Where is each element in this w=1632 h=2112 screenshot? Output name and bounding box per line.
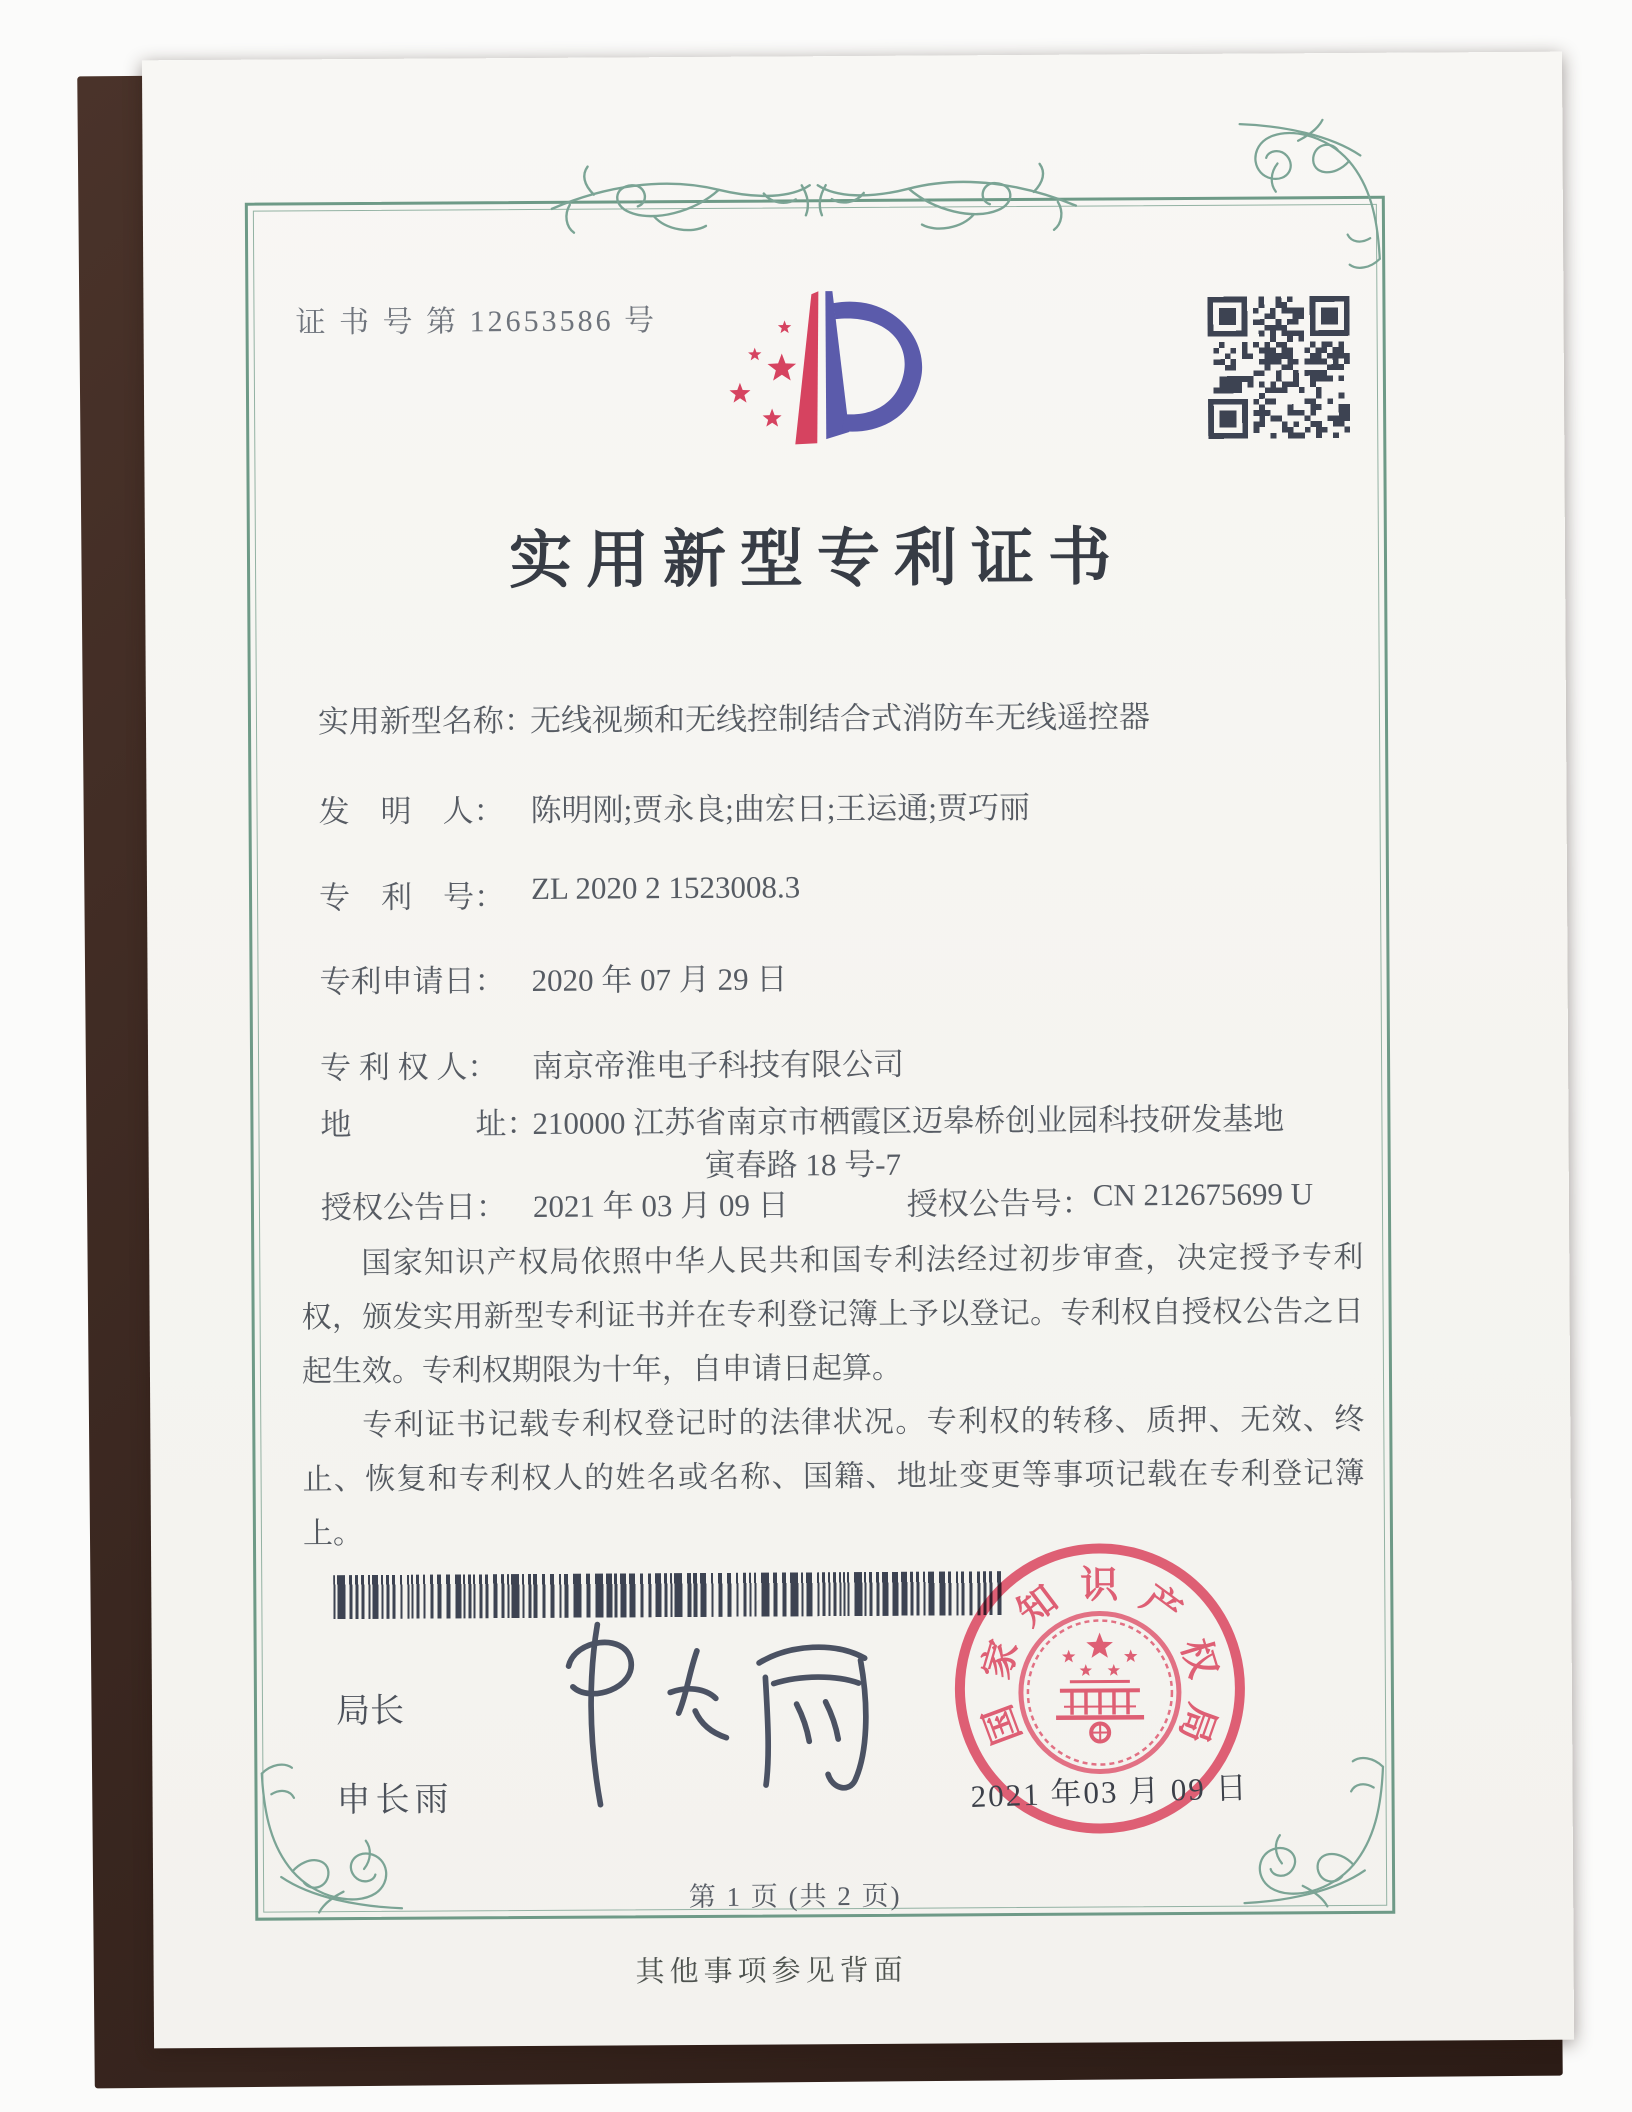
field-row-inventors bbox=[318, 782, 1030, 831]
legal-paragraph-2: 专利证书记载专利权登记时的法律状况。专利权的转移、质押、无效、终止、恢复和专利权人的姓名或名称、国籍、地址变更等事项记载在专利登记簿上。 bbox=[302, 1402, 1365, 1551]
field-label: 专 利 号： bbox=[318, 879, 506, 916]
back-note: 其他事项参见背面 bbox=[635, 1954, 908, 1989]
legal-paragraph-1: 国家知识产权局依照中华人民共和国专利法经过初步审查，决定授予专利权，颁发实用新型专利证书并在专利登记簿上予以登记。专利权自授权公告之日起生效。专利权期限为十年，自申请日起算。 bbox=[301, 1240, 1364, 1389]
officer-block bbox=[336, 1682, 454, 1821]
certificate-number: 证 书 号 第 12653586 号 bbox=[295, 304, 658, 340]
svg-text:知: 知 bbox=[1010, 1578, 1066, 1635]
field-label: 专利申请日： bbox=[319, 963, 506, 1000]
field-value: ZL 2020 2 1523008.3 bbox=[530, 869, 801, 906]
grant-no-label: 授权公告号： bbox=[906, 1185, 1093, 1222]
certificate-title: 实用新型专利证书 bbox=[508, 522, 1126, 597]
field-row-name bbox=[318, 691, 1150, 741]
page-number: 第 1 页 (共 2 页) bbox=[688, 1880, 902, 1913]
field-row-grant bbox=[321, 1176, 1313, 1227]
qr-code-icon bbox=[1207, 293, 1350, 442]
svg-text:权: 权 bbox=[1172, 1634, 1225, 1683]
grant-no-value: CN 212675699 U bbox=[1092, 1176, 1314, 1213]
field-value: 无线视频和无线控制结合式消防车无线遥控器 bbox=[529, 699, 1151, 738]
field-label: 地 址： bbox=[320, 1105, 538, 1143]
grant-date-label: 授权公告日： bbox=[320, 1189, 508, 1226]
field-label: 专 利 权 人： bbox=[319, 1049, 499, 1086]
grant-date-value: 2021 年 03 月 09 日 bbox=[532, 1187, 789, 1224]
certificate-paper bbox=[142, 52, 1574, 2049]
cnipa-logo-icon bbox=[691, 263, 952, 491]
svg-text:局: 局 bbox=[1170, 1698, 1224, 1749]
field-value: 陈明刚;贾永良;曲宏日;王运通;贾巧丽 bbox=[530, 789, 1031, 828]
field-value-address-line2: 寅春路 18 号-7 bbox=[704, 1146, 902, 1183]
field-value: 南京帝淮电子科技有限公司 bbox=[531, 1046, 905, 1084]
field-row-filing-date bbox=[319, 953, 787, 1001]
svg-text:家: 家 bbox=[975, 1635, 1027, 1684]
officer-title: 局长 bbox=[335, 1692, 405, 1731]
svg-text:产: 产 bbox=[1133, 1577, 1189, 1634]
signature-icon bbox=[543, 1608, 896, 1818]
field-row-patent-no bbox=[319, 869, 801, 917]
field-value: 210000 江苏省南京市栖霞区迈皋桥创业园科技研发基地 bbox=[532, 1101, 1285, 1141]
field-value: 2020 年 07 月 29 日 bbox=[531, 961, 788, 998]
svg-text:国: 国 bbox=[977, 1699, 1030, 1750]
field-row-patentee bbox=[320, 1039, 904, 1088]
seal-date: 2021 年03 月 09 日 bbox=[970, 1769, 1250, 1814]
legal-text bbox=[301, 1231, 1365, 1561]
svg-text:识: 识 bbox=[1080, 1564, 1119, 1607]
officer-name: 申长雨 bbox=[336, 1781, 454, 1820]
field-row-address bbox=[320, 1093, 1284, 1144]
field-label: 发 明 人： bbox=[318, 793, 505, 830]
field-label: 实用新型名称： bbox=[317, 702, 536, 740]
